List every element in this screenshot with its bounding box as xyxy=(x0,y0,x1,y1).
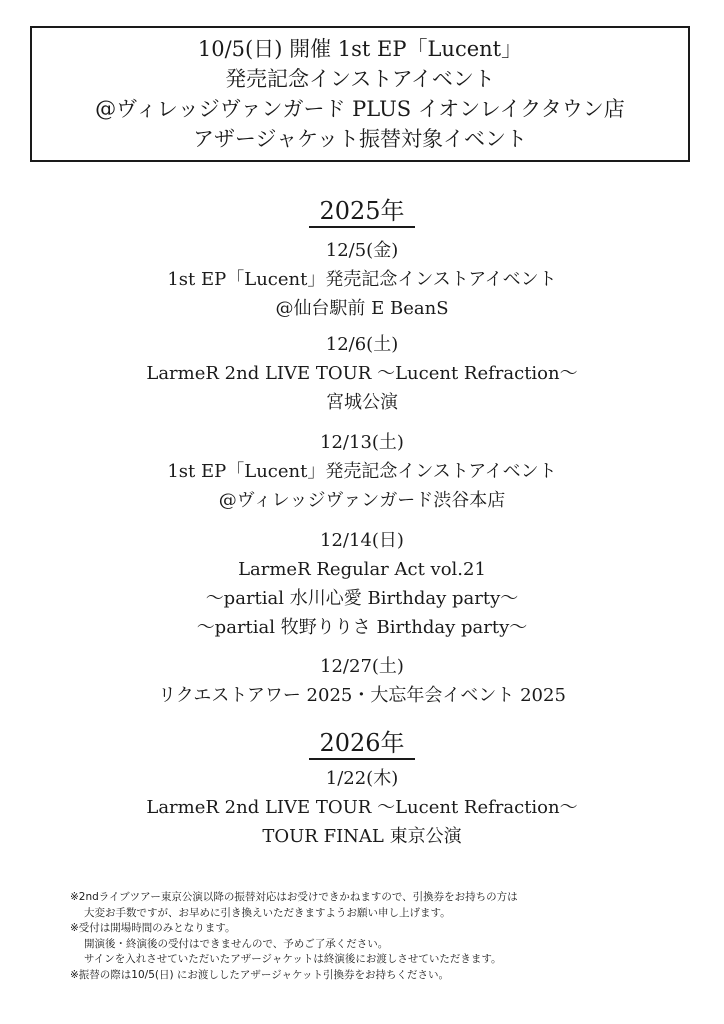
event-title: LarmeR Regular Act vol.21 xyxy=(238,559,486,580)
event-subtitle: 〜partial 水川心愛 Birthday party〜 xyxy=(205,588,519,609)
event-2025-4 xyxy=(0,526,724,642)
event-date: 12/6(土) xyxy=(325,334,399,355)
header-box xyxy=(30,26,690,162)
event-date: 1/22(木) xyxy=(325,768,399,789)
event-2025-2 xyxy=(0,330,724,417)
note-line: サインを入れさせていただいたアザージャケットは終演後にお渡しさせていただきます。 xyxy=(84,953,502,965)
event-2025-1 xyxy=(0,236,724,323)
event-2025-3 xyxy=(0,428,724,515)
note-line: 開演後・終演後の受付はできませんので、予めご了承ください。 xyxy=(84,937,389,950)
event-title: 1st EP「Lucent」発売記念インストアイベント xyxy=(167,461,557,482)
note-line: 大変お手数ですが、お早めに引き換えいただきますようお願い申し上げます。 xyxy=(84,906,451,919)
event-title: リクエストアワー 2025・大忘年会イベント 2025 xyxy=(158,685,566,706)
event-date: 12/13(土) xyxy=(320,432,404,453)
event-venue: @ヴィレッジヴァンガード渋谷本店 xyxy=(218,490,506,511)
notes xyxy=(70,890,690,983)
event-2026-1 xyxy=(0,764,724,851)
event-title: LarmeR 2nd LIVE TOUR 〜Lucent Refraction〜 xyxy=(146,363,578,384)
header-line-2: 発売記念インストアイベント xyxy=(225,67,495,91)
note-line: ※振替の際は10/5(日) にお渡ししたアザージャケット引換券をお持ちください。 xyxy=(70,968,449,981)
event-subtitle: 〜partial 牧野りりさ Birthday party〜 xyxy=(196,617,528,638)
event-date: 12/14(日) xyxy=(320,530,404,551)
note-line: ※受付は開場時間のみとなります。 xyxy=(70,922,236,934)
note-line: ※2ndライブツアー東京公演以降の振替対応はお受けできかねますので、引換券をお持ちの方は xyxy=(70,891,518,903)
event-date: 12/5(金) xyxy=(325,240,399,261)
header-line-3: @ヴィレッジヴァンガード PLUS イオンレイクタウン店 xyxy=(95,97,625,121)
event-venue: TOUR FINAL 東京公演 xyxy=(262,826,462,847)
event-2025-5 xyxy=(0,652,724,710)
event-venue: 宮城公演 xyxy=(326,392,398,413)
year-heading-2025: 2025年 xyxy=(0,196,724,228)
header-line-4: アザージャケット振替対象イベント xyxy=(192,127,528,151)
event-title: LarmeR 2nd LIVE TOUR 〜Lucent Refraction〜 xyxy=(146,797,578,818)
event-title: 1st EP「Lucent」発売記念インストアイベント xyxy=(167,269,557,290)
event-date: 12/27(土) xyxy=(320,656,404,677)
header-line-1: 10/5(日) 開催 1st EP「Lucent」 xyxy=(197,37,523,61)
year-heading-2026: 2026年 xyxy=(0,728,724,760)
event-venue: @仙台駅前 E BeanS xyxy=(275,298,449,319)
